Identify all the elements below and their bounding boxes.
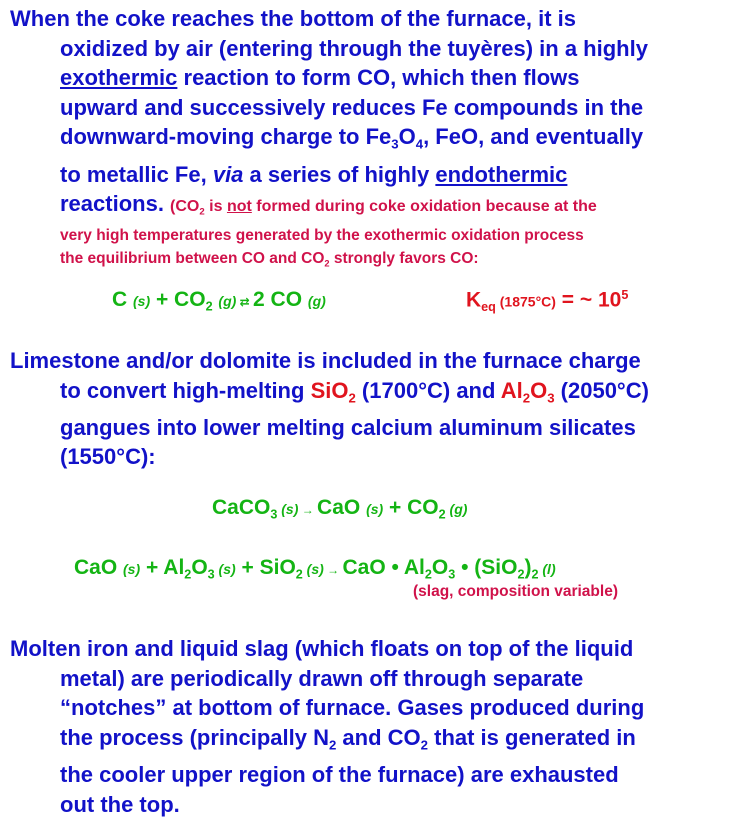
paragraph-tapping: Molten iron and liquid slag (which floats on top of the liquid metal) are periodically drawn off through separate “notches” at bottom of furnace. Gases produced during the process (principally $N_2$ and $CO_2$ that is generated in the cooler upper region of the furnace) are exhausted out the top. [10,636,645,817]
equation-boudouard: C $(s) + CO_2$ (g) ⇄ 2 CO (g) [112,288,326,314]
equation-slag-formation: CaO $(s) + Al_2O_3$ (s) + SiO$_2$ (s) → CaO • $Al_2O_3$ • $(SiO_2)_2$ (l) [74,556,556,582]
equilibrium-constant: $K_{eq}$ (1875°C) = ~ $10^5$ [466,288,629,314]
paragraph-limestone: Limestone and/or dolomite is included in the furnace charge to convert high-melting SiO$_2$ (1700°C) and $Al_2O_3$ (2050°C) gangues into lower melting calcium aluminum silicates (1550°C): [10,348,649,470]
equation-calcination: CaCO$_3$ (s) → CaO $(s) + CO_2$ (g) [212,496,468,522]
slag-note: (slag, composition variable) [413,583,618,600]
paragraph-coke-oxidation: When the coke reaches the bottom of the furnace, it is oxidized by air (entering through the tuyères) in a highly exothermic reaction to form CO, which then flows upward and successively reduces Fe compounds in the downward-moving charge to $Fe_3O_4$, FeO, and eventually to metallic Fe, via a series of highly endothermic reactions. ($CO_2$ is not formed during coke oxidation because at the very high temperatures generated by the exothermic oxidation process the equilibrium between CO and $CO_2$ strongly favors CO: [10,6,648,268]
